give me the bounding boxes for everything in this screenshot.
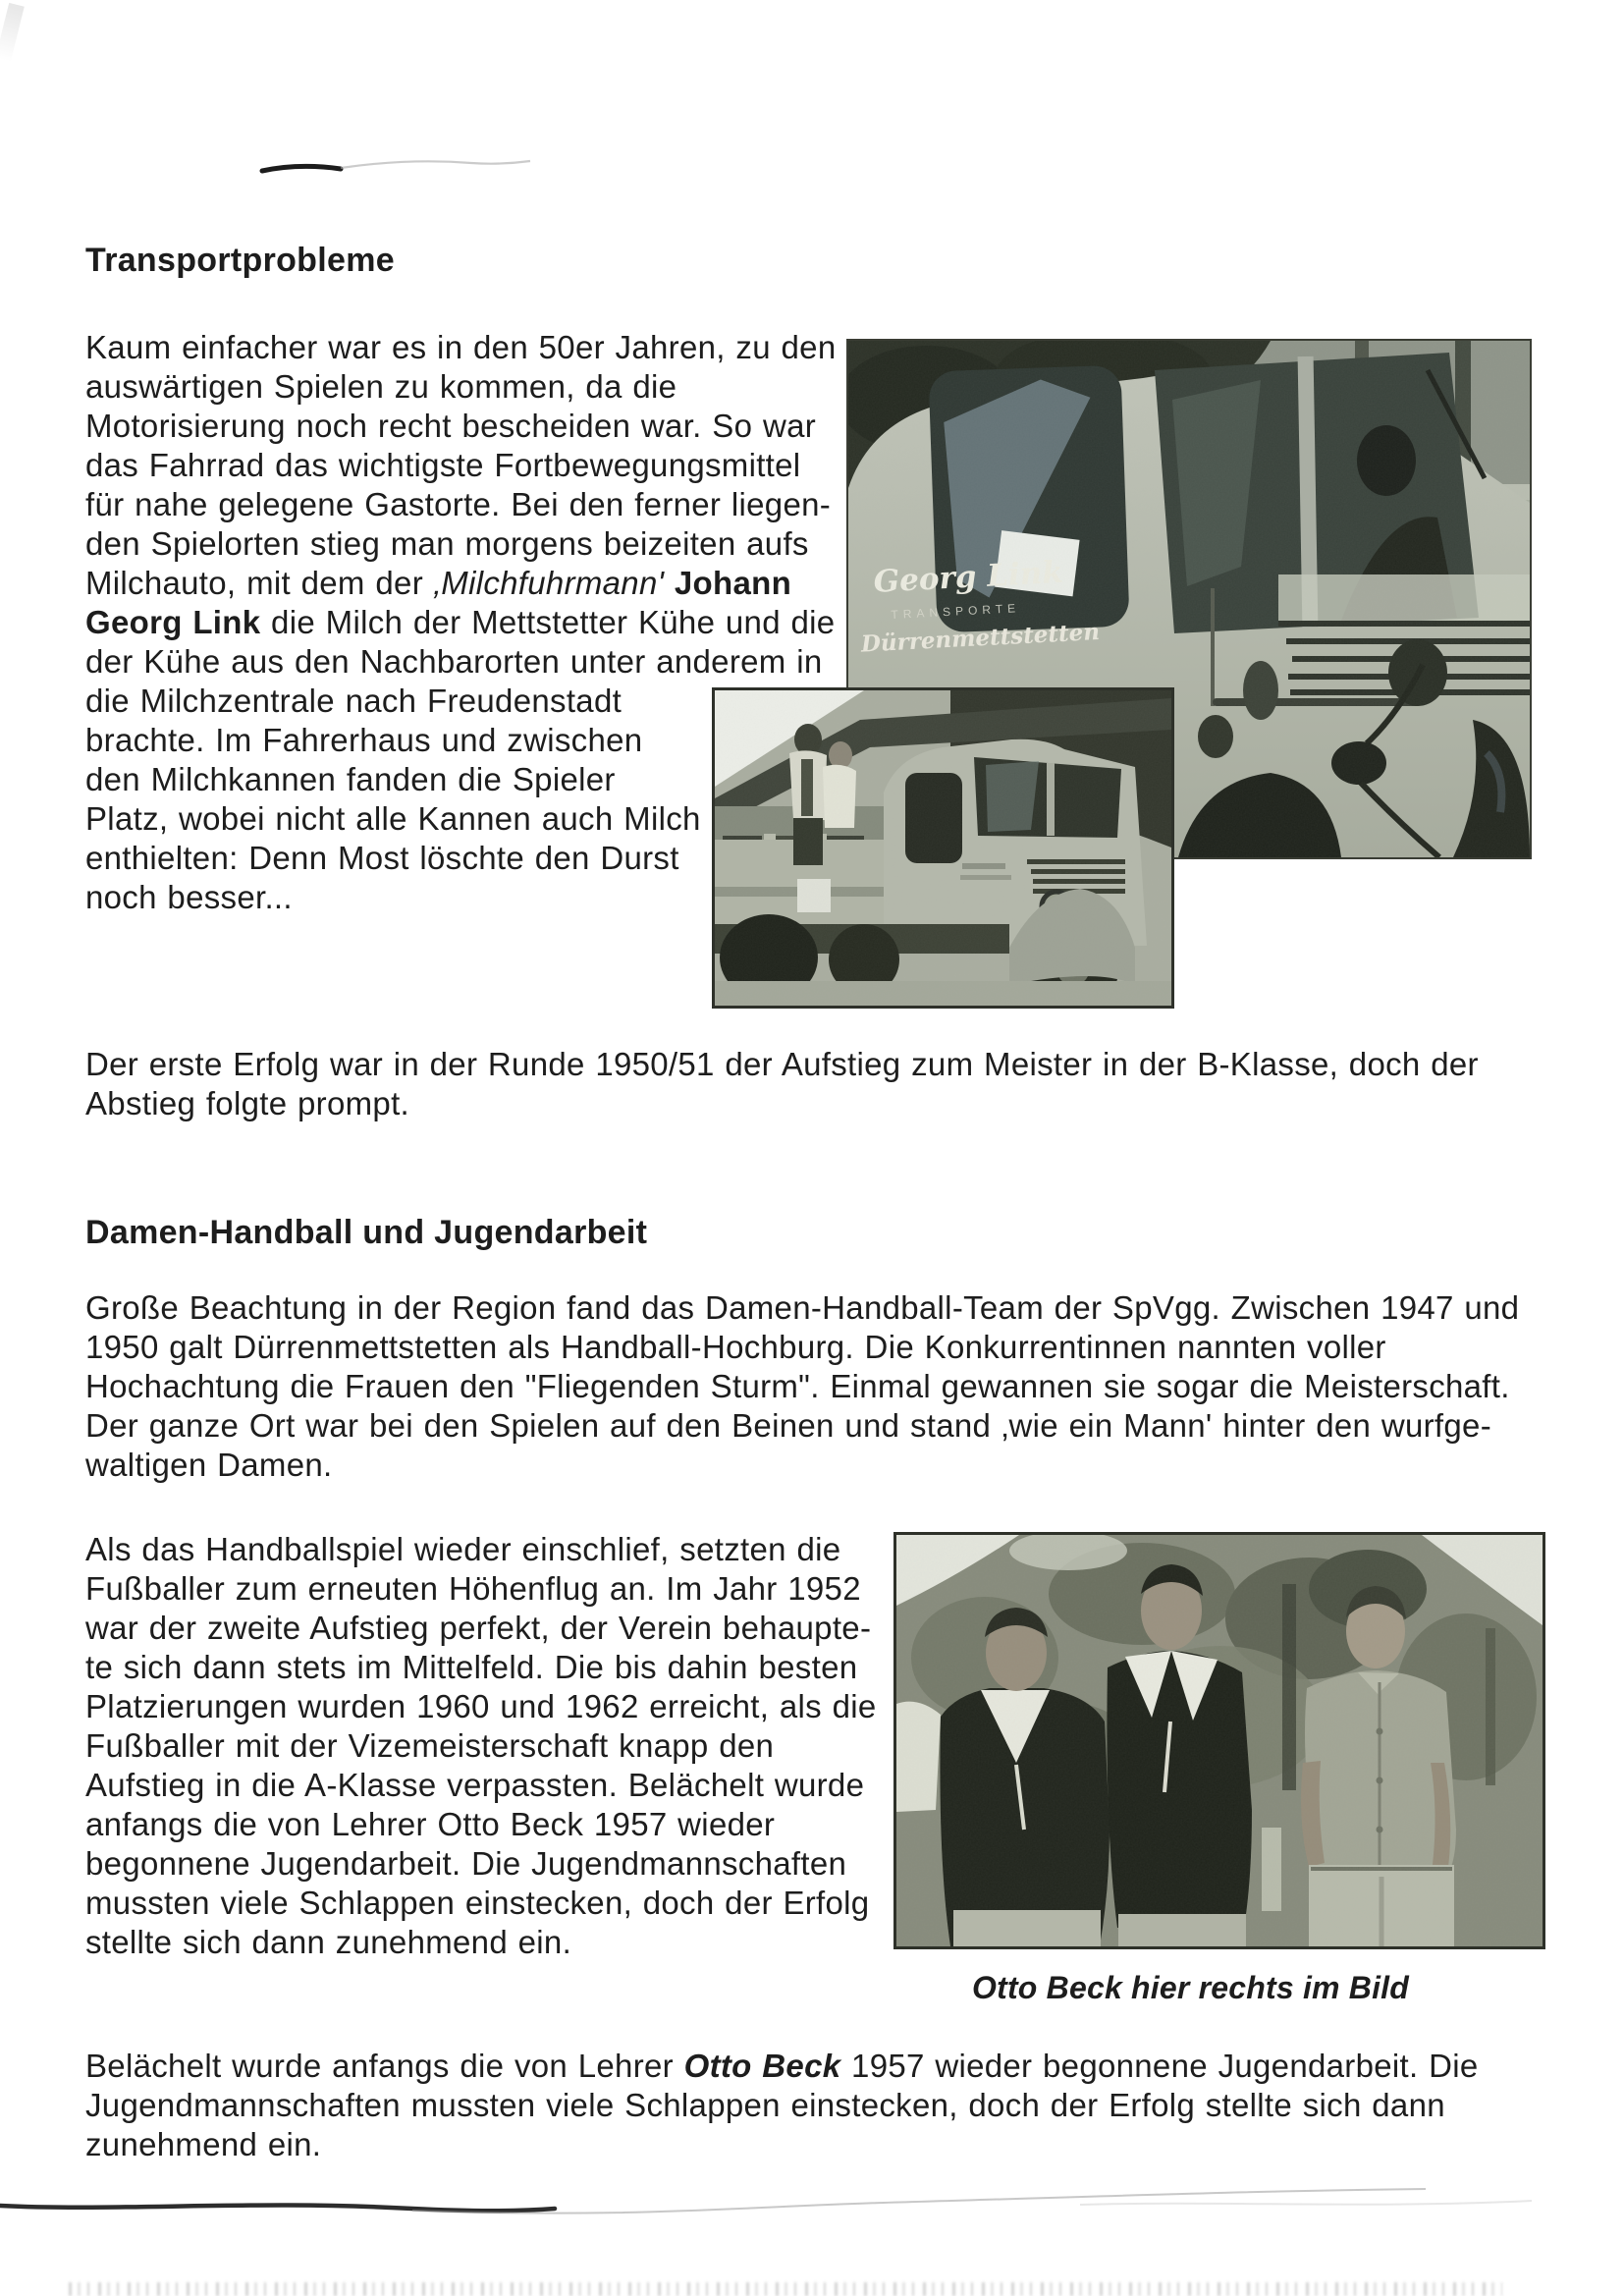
text-line: Hochachtung die Frauen den "Fliegenden Sturm". Einmal gewannen sie sogar die Meisterschaft. xyxy=(85,1368,1510,1404)
text-line: Fußballer zum erneuten Höhenflug an. Im Jahr 1952 xyxy=(85,1570,861,1607)
text-line: Platzierungen wurden 1960 und 1962 erreicht, als die xyxy=(85,1688,877,1724)
text-line: Der erste Erfolg war in der Runde 1950/51 der Aufstieg zum Meister in der B-Klasse, doch der xyxy=(85,1046,1479,1082)
text-line: Georg Link die Milch der Mettstetter Kühe und die xyxy=(85,604,836,640)
text-line: 1950 galt Dürrenmettstetten als Handball-Hochburg. Die Konkurrentinnen nannten voller xyxy=(85,1329,1386,1365)
text-line: brachte. Im Fahrerhaus und zwischen xyxy=(85,722,643,758)
text-line: auswärtigen Spielen zu kommen, da die xyxy=(85,368,677,405)
text-line: Jugendmannschaften mussten viele Schlappen einstecken, doch der Erfolg stellte sich dann xyxy=(85,2087,1445,2123)
section-heading-damen-handball: Damen-Handball und Jugendarbeit xyxy=(85,1214,648,1251)
text-line: Platz, wobei nicht alle Kannen auch Milch xyxy=(85,800,701,837)
truck-door-town-text: Dürrenmettstetten xyxy=(860,618,1101,658)
text-line: die Milchzentrale nach Freudenstadt xyxy=(85,683,623,719)
text-line: Fußballer mit der Vizemeisterschaft knapp den xyxy=(85,1727,775,1764)
scan-smudge-top-left xyxy=(0,3,25,62)
text-line: begonnene Jugendarbeit. Die Jugendmannschaften xyxy=(85,1845,847,1882)
text-line: stellte sich dann zunehmend ein. xyxy=(85,1924,572,1960)
text-line: noch besser... xyxy=(85,879,293,915)
text-line: Belächelt wurde anfangs die von Lehrer Otto Beck 1957 wieder begonnene Jugendarbeit. Die xyxy=(85,2048,1479,2084)
text-line: Große Beachtung in der Region fand das Damen-Handball-Team der SpVgg. Zwischen 1947 und xyxy=(85,1289,1520,1326)
scan-line-artifact-bottom xyxy=(0,2182,1624,2225)
text-line: den Milchkannen fanden die Spieler xyxy=(85,761,616,797)
text-line: Abstieg folgte prompt. xyxy=(85,1085,410,1121)
text-line: anfangs die von Lehrer Otto Beck 1957 wieder xyxy=(85,1806,776,1842)
photo-three-men xyxy=(893,1532,1545,1949)
text-line: Aufstieg in die A-Klasse verpassten. Belächelt wurde xyxy=(85,1767,865,1803)
text-line: enthielten: Denn Most löschte den Durst xyxy=(85,840,679,876)
text-line: mussten viele Schlappen einstecken, doch der Erfolg xyxy=(85,1885,870,1921)
text-line: Kaum einfacher war es in den 50er Jahren, zu den xyxy=(85,329,837,365)
photo-caption-otto-beck: Otto Beck hier rechts im Bild xyxy=(972,1970,1410,2005)
cut-off-text-ghost-bottom xyxy=(69,2282,1502,2296)
truck-door-name-text: Georg Link xyxy=(872,554,1064,600)
scan-line-artifact-top xyxy=(250,153,545,192)
text-line: Als das Handballspiel wieder einschlief, setzten die xyxy=(85,1531,841,1567)
text-line: der Kühe aus den Nachbarorten unter anderem in xyxy=(85,643,823,680)
photo-flatbed-truck xyxy=(712,687,1174,1009)
text-line: Milchauto, mit dem der ‚Milchfuhrmann' Johann xyxy=(85,565,792,601)
text-line: für nahe gelegene Gastorte. Bei den ferner liegen- xyxy=(85,486,832,522)
text-line: Motorisierung noch recht bescheiden war. So war xyxy=(85,408,817,444)
paragraph-erster-erfolg xyxy=(85,1045,1479,1123)
paragraph-fussballer xyxy=(85,1530,877,1962)
text-line: Der ganze Ort war bei den Spielen auf den Beinen und stand ‚wie ein Mann' hinter den wurfge- xyxy=(85,1407,1491,1444)
text-line: waltigen Damen. xyxy=(85,1447,333,1483)
text-line: den Spielorten stieg man morgens beizeiten aufs xyxy=(85,525,809,562)
text-line: das Fahrrad das wichtigste Fortbewegungsmittel xyxy=(85,447,801,483)
flatbed-truck-illustration xyxy=(715,690,1171,1006)
text-line: zunehmend ein. xyxy=(85,2126,322,2162)
paragraph-belaechelt xyxy=(85,2047,1479,2164)
text-line: war der zweite Aufstieg perfekt, der Verein behaupte- xyxy=(85,1610,872,1646)
truck-door-transporte-text: TRANSPORTE xyxy=(891,601,1021,622)
text-line: te sich dann stets im Mittelfeld. Die bis dahin besten xyxy=(85,1649,858,1685)
three-men-illustration xyxy=(896,1535,1543,1946)
section-heading-transportprobleme: Transportprobleme xyxy=(85,242,395,279)
paragraph-damen-handball xyxy=(85,1288,1519,1485)
